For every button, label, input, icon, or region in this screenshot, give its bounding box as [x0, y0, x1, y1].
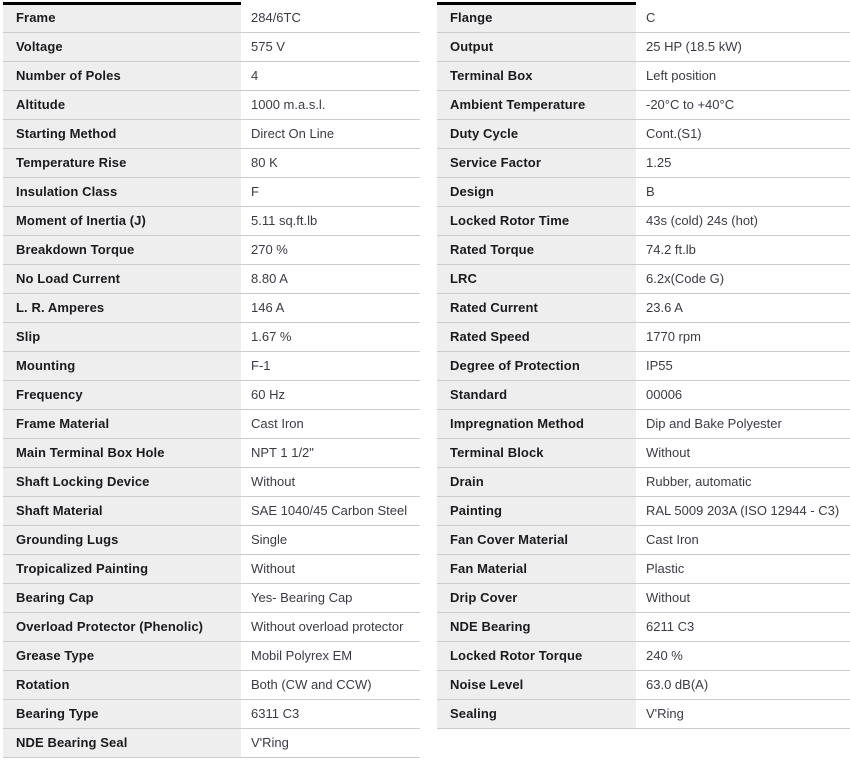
spec-value: 43s (cold) 24s (hot): [636, 207, 850, 236]
spec-label: L. R. Amperes: [3, 294, 241, 323]
spec-row: [437, 613, 850, 642]
spec-row: [3, 700, 420, 729]
spec-row: [3, 294, 420, 323]
spec-label: Terminal Box: [437, 62, 636, 91]
spec-row: [437, 178, 850, 207]
spec-value: Dip and Bake Polyester: [636, 410, 850, 439]
spec-label: Bearing Cap: [3, 584, 241, 613]
spec-value: 270 %: [241, 236, 420, 265]
spec-row: [437, 4, 850, 33]
spec-label: Frame: [3, 4, 241, 33]
spec-table-right: [437, 2, 850, 729]
spec-row: [3, 671, 420, 700]
spec-value: 5.11 sq.ft.lb: [241, 207, 420, 236]
spec-row: [437, 439, 850, 468]
spec-label: Drip Cover: [437, 584, 636, 613]
spec-label: LRC: [437, 265, 636, 294]
spec-value: Cont.(S1): [636, 120, 850, 149]
spec-label: Frequency: [3, 381, 241, 410]
spec-label: Temperature Rise: [3, 149, 241, 178]
spec-value: 575 V: [241, 33, 420, 62]
spec-value: Without: [241, 555, 420, 584]
spec-label: Grease Type: [3, 642, 241, 671]
spec-row: [437, 468, 850, 497]
spec-label: Rated Current: [437, 294, 636, 323]
spec-row: [3, 323, 420, 352]
spec-value: NPT 1 1/2": [241, 439, 420, 468]
spec-label: Starting Method: [3, 120, 241, 149]
spec-value: Without overload protector: [241, 613, 420, 642]
spec-value: Single: [241, 526, 420, 555]
spec-label: NDE Bearing: [437, 613, 636, 642]
spec-label: Insulation Class: [3, 178, 241, 207]
spec-value: -20°C to +40°C: [636, 91, 850, 120]
spec-value: 1000 m.a.s.l.: [241, 91, 420, 120]
spec-label: NDE Bearing Seal: [3, 729, 241, 758]
spec-sheet: [3, 2, 850, 758]
spec-row: [3, 410, 420, 439]
spec-label: Bearing Type: [3, 700, 241, 729]
spec-value: 25 HP (18.5 kW): [636, 33, 850, 62]
spec-row: [3, 149, 420, 178]
spec-row: [3, 352, 420, 381]
spec-label: Sealing: [437, 700, 636, 729]
spec-label: Ambient Temperature: [437, 91, 636, 120]
spec-label: Locked Rotor Torque: [437, 642, 636, 671]
spec-label: Output: [437, 33, 636, 62]
spec-value: Rubber, automatic: [636, 468, 850, 497]
spec-label: Standard: [437, 381, 636, 410]
spec-row: [3, 729, 420, 758]
spec-label: Impregnation Method: [437, 410, 636, 439]
spec-value: Plastic: [636, 555, 850, 584]
spec-label: Rotation: [3, 671, 241, 700]
spec-value: 1.67 %: [241, 323, 420, 352]
spec-label: Frame Material: [3, 410, 241, 439]
spec-label: Mounting: [3, 352, 241, 381]
spec-value: Yes- Bearing Cap: [241, 584, 420, 613]
spec-value: 6211 C3: [636, 613, 850, 642]
spec-row: [437, 33, 850, 62]
spec-row: [437, 207, 850, 236]
spec-label: Shaft Material: [3, 497, 241, 526]
spec-row: [3, 555, 420, 584]
spec-row: [437, 149, 850, 178]
spec-label: No Load Current: [3, 265, 241, 294]
spec-label: Shaft Locking Device: [3, 468, 241, 497]
spec-value: 60 Hz: [241, 381, 420, 410]
spec-value: V'Ring: [636, 700, 850, 729]
spec-row: [437, 294, 850, 323]
spec-label: Grounding Lugs: [3, 526, 241, 555]
spec-row: [3, 207, 420, 236]
spec-row: [3, 613, 420, 642]
spec-label: Painting: [437, 497, 636, 526]
spec-row: [437, 497, 850, 526]
spec-row: [3, 468, 420, 497]
spec-table-left: [3, 2, 420, 758]
spec-row: [437, 381, 850, 410]
spec-value: Without: [636, 584, 850, 613]
spec-label: Fan Material: [437, 555, 636, 584]
spec-row: [437, 236, 850, 265]
spec-value: Without: [636, 439, 850, 468]
spec-row: [3, 62, 420, 91]
spec-label: Locked Rotor Time: [437, 207, 636, 236]
spec-row: [3, 120, 420, 149]
spec-label: Moment of Inertia (J): [3, 207, 241, 236]
spec-label: Noise Level: [437, 671, 636, 700]
spec-row: [3, 497, 420, 526]
spec-value: 00006: [636, 381, 850, 410]
spec-row: [3, 236, 420, 265]
spec-row: [3, 381, 420, 410]
spec-row: [437, 323, 850, 352]
spec-label: Drain: [437, 468, 636, 497]
spec-value: Mobil Polyrex EM: [241, 642, 420, 671]
spec-row: [3, 526, 420, 555]
spec-row: [3, 4, 420, 33]
spec-value: F: [241, 178, 420, 207]
spec-value: 63.0 dB(A): [636, 671, 850, 700]
spec-row: [437, 410, 850, 439]
spec-label: Fan Cover Material: [437, 526, 636, 555]
spec-label: Rated Torque: [437, 236, 636, 265]
spec-label: Breakdown Torque: [3, 236, 241, 265]
spec-label: Tropicalized Painting: [3, 555, 241, 584]
spec-row: [3, 91, 420, 120]
spec-value: Both (CW and CCW): [241, 671, 420, 700]
spec-label: Overload Protector (Phenolic): [3, 613, 241, 642]
spec-value: SAE 1040/45 Carbon Steel: [241, 497, 420, 526]
spec-value: 146 A: [241, 294, 420, 323]
spec-row: [3, 584, 420, 613]
spec-value: 4: [241, 62, 420, 91]
spec-row: [437, 62, 850, 91]
spec-label: Degree of Protection: [437, 352, 636, 381]
spec-row: [3, 642, 420, 671]
spec-label: Flange: [437, 4, 636, 33]
spec-value: 1.25: [636, 149, 850, 178]
spec-value: Left position: [636, 62, 850, 91]
spec-value: F-1: [241, 352, 420, 381]
spec-value: IP55: [636, 352, 850, 381]
spec-label: Voltage: [3, 33, 241, 62]
spec-label: Design: [437, 178, 636, 207]
spec-value: 284/6TC: [241, 4, 420, 33]
spec-row: [437, 265, 850, 294]
spec-row: [437, 352, 850, 381]
spec-label: Duty Cycle: [437, 120, 636, 149]
spec-value: 80 K: [241, 149, 420, 178]
spec-value: V'Ring: [241, 729, 420, 758]
spec-value: B: [636, 178, 850, 207]
spec-value: C: [636, 4, 850, 33]
spec-row: [437, 91, 850, 120]
spec-value: 74.2 ft.lb: [636, 236, 850, 265]
spec-label: Altitude: [3, 91, 241, 120]
spec-value: 6311 C3: [241, 700, 420, 729]
spec-value: Without: [241, 468, 420, 497]
spec-row: [437, 120, 850, 149]
spec-label: Number of Poles: [3, 62, 241, 91]
spec-row: [437, 584, 850, 613]
spec-value: 1770 rpm: [636, 323, 850, 352]
spec-row: [3, 265, 420, 294]
spec-label: Terminal Block: [437, 439, 636, 468]
spec-value: Direct On Line: [241, 120, 420, 149]
spec-label: Rated Speed: [437, 323, 636, 352]
spec-row: [437, 700, 850, 729]
spec-row: [437, 671, 850, 700]
spec-row: [3, 33, 420, 62]
spec-label: Main Terminal Box Hole: [3, 439, 241, 468]
spec-value: 240 %: [636, 642, 850, 671]
spec-value: RAL 5009 203A (ISO 12944 - C3): [636, 497, 850, 526]
spec-value: Cast Iron: [636, 526, 850, 555]
spec-label: Service Factor: [437, 149, 636, 178]
spec-value: 8.80 A: [241, 265, 420, 294]
spec-value: 6.2x(Code G): [636, 265, 850, 294]
spec-row: [3, 178, 420, 207]
spec-row: [437, 555, 850, 584]
spec-value: 23.6 A: [636, 294, 850, 323]
spec-row: [437, 642, 850, 671]
spec-row: [437, 526, 850, 555]
spec-row: [3, 439, 420, 468]
spec-value: Cast Iron: [241, 410, 420, 439]
spec-label: Slip: [3, 323, 241, 352]
